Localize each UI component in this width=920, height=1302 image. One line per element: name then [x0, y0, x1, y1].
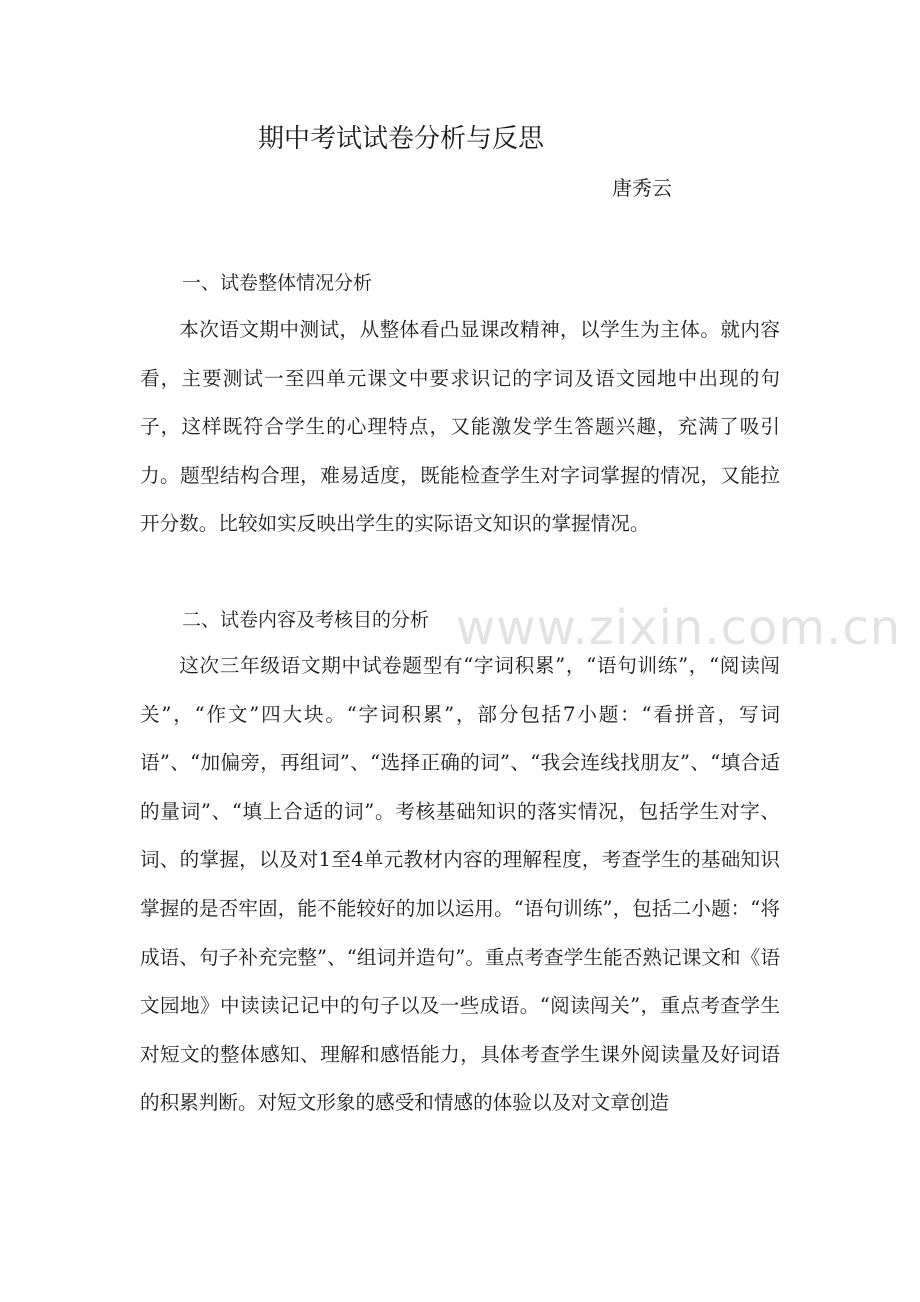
section-heading-2: 二、试卷内容及考核目的分析 [182, 609, 430, 631]
author-name: 唐秀云 [612, 176, 672, 200]
section-paragraph-1: 本次语文期中测试，从整体看凸显课改精神，以学生为主体。就内容看，主要测试一至四单元课文中要求识记的字词及语文园地中出现的句子，这样既符合学生的心理特点，又能激发学生答题兴趣，充满了吸引力。题型结构合理，难易适度，既能检查学生对字词掌握的情况，又能拉开分数。比较如实反映出学生的实际语文知识的掌握情况。 [140, 318, 780, 536]
section-paragraph-2: 这次三年级语文期中试卷题型有“字词积累”，“语句训练”，“阅读闯关”，“作文”四大块。“字词积累”，部分包括7小题：“看拼音，写词语”、“加偏旁，再组词”、“选择正确的词”、“我会连线找朋友”、“填合适的量词”、“填上合适的词”。考核基础知识的落实情况，包括学生对字、词、的掌握，以及对1至4单元教材内容的理解程度，考查学生的基础知识掌握的是否牢固，能不能较好的加以运用。“语句训练”，包括二小题：“将成语、句子补充完整”、“组词并造句”。重点考查学生能否熟记课文和《语文园地》中读读记记中的句子以及一些成语。“阅读闯关”，重点考查学生对短文的整体感知、理解和感悟能力，具体考查学生课外阅读量及好词语的积累判断。对短文形象的感受和情感的体验以及对文章创造 [140, 654, 780, 1115]
watermark: www.zixin.com.cn [456, 600, 902, 656]
document-title: 期中考试试卷分析与反思 [258, 124, 545, 154]
section-heading-1: 一、试卷整体情况分析 [182, 272, 373, 294]
